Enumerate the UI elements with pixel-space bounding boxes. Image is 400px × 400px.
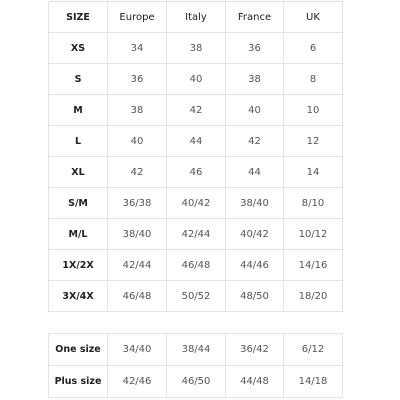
table-header-row bbox=[49, 2, 343, 33]
europe-value: 34 bbox=[108, 33, 167, 64]
uk-value: 12 bbox=[284, 126, 343, 157]
italy-value: 42/44 bbox=[167, 219, 226, 250]
size-label: XS bbox=[49, 33, 108, 64]
uk-value: 18/20 bbox=[284, 281, 343, 312]
uk-value: 8/10 bbox=[284, 188, 343, 219]
size-label: 1X/2X bbox=[49, 250, 108, 281]
table-row bbox=[49, 366, 343, 398]
france-value: 38/40 bbox=[226, 188, 284, 219]
italy-value: 40 bbox=[167, 64, 226, 95]
table-row bbox=[49, 64, 343, 95]
uk-value: 10/12 bbox=[284, 219, 343, 250]
header-france: France bbox=[226, 2, 284, 33]
table-row bbox=[49, 334, 343, 366]
table-row bbox=[49, 157, 343, 188]
header-uk: UK bbox=[284, 2, 343, 33]
size-label: S/M bbox=[49, 188, 108, 219]
france-value: 40 bbox=[226, 95, 284, 126]
size-label: Plus size bbox=[49, 366, 108, 398]
france-value: 36/42 bbox=[226, 334, 284, 366]
table-row bbox=[49, 219, 343, 250]
europe-value: 42 bbox=[108, 157, 167, 188]
size-label: M bbox=[49, 95, 108, 126]
uk-value: 14 bbox=[284, 157, 343, 188]
uk-value: 6 bbox=[284, 33, 343, 64]
free-size-table bbox=[48, 333, 343, 398]
europe-value: 40 bbox=[108, 126, 167, 157]
italy-value: 40/42 bbox=[167, 188, 226, 219]
europe-value: 38 bbox=[108, 95, 167, 126]
france-value: 40/42 bbox=[226, 219, 284, 250]
france-value: 44 bbox=[226, 157, 284, 188]
size-chart-table bbox=[48, 1, 343, 312]
france-value: 48/50 bbox=[226, 281, 284, 312]
italy-value: 38/44 bbox=[167, 334, 226, 366]
table-row bbox=[49, 281, 343, 312]
uk-value: 14/18 bbox=[284, 366, 343, 398]
italy-value: 44 bbox=[167, 126, 226, 157]
italy-value: 46/50 bbox=[167, 366, 226, 398]
uk-value: 6/12 bbox=[284, 334, 343, 366]
table-row bbox=[49, 33, 343, 64]
size-label: 3X/4X bbox=[49, 281, 108, 312]
header-size: SIZE bbox=[49, 2, 108, 33]
france-value: 44/48 bbox=[226, 366, 284, 398]
uk-value: 8 bbox=[284, 64, 343, 95]
size-label: One size bbox=[49, 334, 108, 366]
uk-value: 14/16 bbox=[284, 250, 343, 281]
size-label: M/L bbox=[49, 219, 108, 250]
uk-value: 10 bbox=[284, 95, 343, 126]
table-row bbox=[49, 188, 343, 219]
italy-value: 50/52 bbox=[167, 281, 226, 312]
italy-value: 46/48 bbox=[167, 250, 226, 281]
table-row bbox=[49, 126, 343, 157]
italy-value: 42 bbox=[167, 95, 226, 126]
france-value: 42 bbox=[226, 126, 284, 157]
size-label: S bbox=[49, 64, 108, 95]
europe-value: 36 bbox=[108, 64, 167, 95]
europe-value: 46/48 bbox=[108, 281, 167, 312]
italy-value: 38 bbox=[167, 33, 226, 64]
header-europe: Europe bbox=[108, 2, 167, 33]
europe-value: 34/40 bbox=[108, 334, 167, 366]
size-label: L bbox=[49, 126, 108, 157]
table-row bbox=[49, 250, 343, 281]
table-row bbox=[49, 95, 343, 126]
europe-value: 42/46 bbox=[108, 366, 167, 398]
europe-value: 42/44 bbox=[108, 250, 167, 281]
france-value: 38 bbox=[226, 64, 284, 95]
size-label: XL bbox=[49, 157, 108, 188]
italy-value: 46 bbox=[167, 157, 226, 188]
europe-value: 38/40 bbox=[108, 219, 167, 250]
header-italy: Italy bbox=[167, 2, 226, 33]
france-value: 36 bbox=[226, 33, 284, 64]
europe-value: 36/38 bbox=[108, 188, 167, 219]
france-value: 44/46 bbox=[226, 250, 284, 281]
